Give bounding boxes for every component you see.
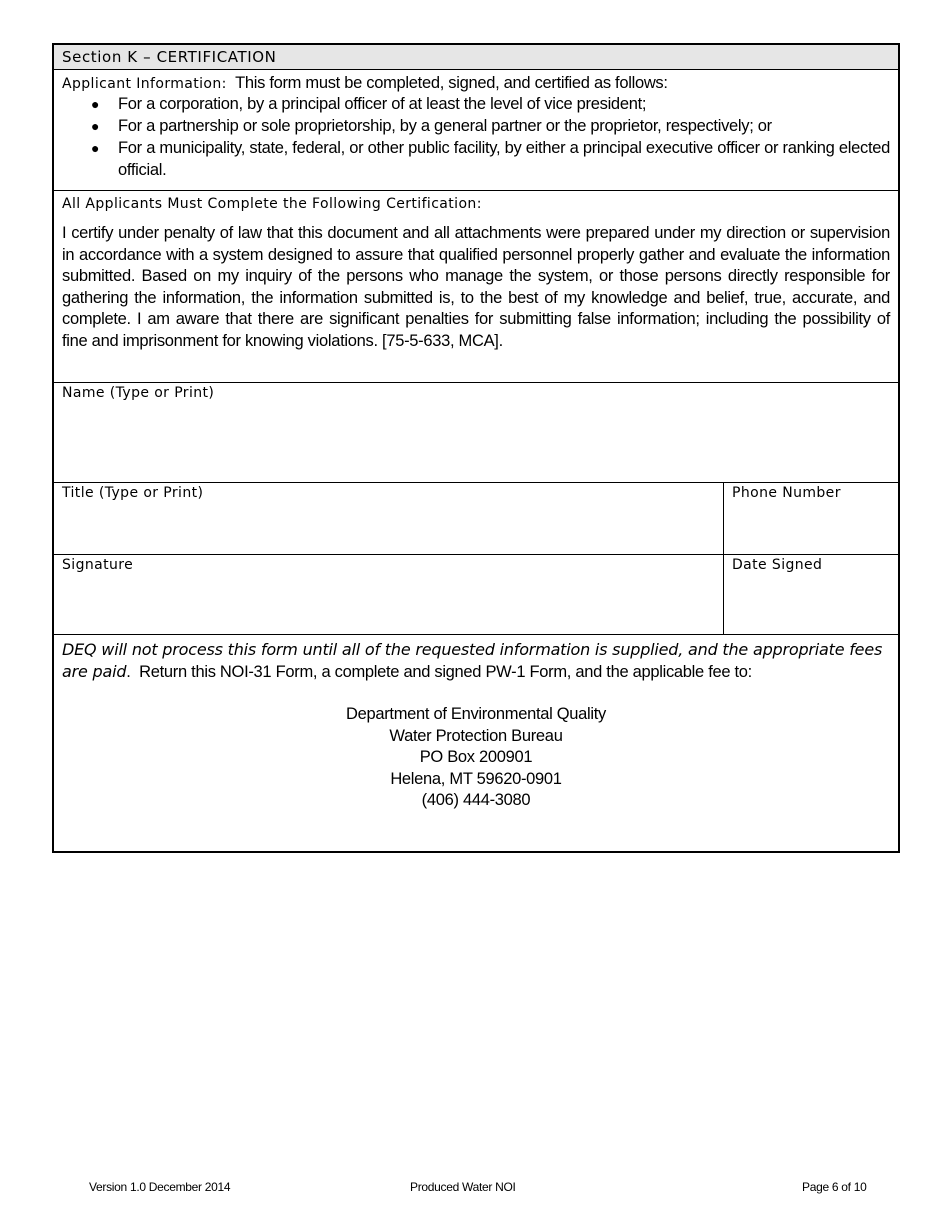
mailing-address bbox=[62, 704, 890, 812]
applicant-information-label: Applicant Information: bbox=[62, 76, 227, 92]
title-field[interactable] bbox=[54, 483, 724, 554]
processing-warning: DEQ will not process this form until all of the requested information is supplied, and the appropriate fees are paid bbox=[62, 640, 883, 681]
address-line: Helena, MT 59620-0901 bbox=[390, 769, 562, 788]
title-phone-row bbox=[54, 483, 898, 555]
address-line: Department of Environmental Quality bbox=[345, 705, 607, 723]
certification-form bbox=[52, 43, 900, 853]
list-item: ● For a corporation, by a principal officer of at least the level of vice president; bbox=[91, 95, 647, 113]
bullet-icon: ● bbox=[91, 118, 100, 134]
applicant-requirements-list bbox=[62, 93, 890, 181]
list-item: ● For a municipality, state, federal, or other public facility, by either a principal executive officer or ranking elected official. bbox=[91, 139, 890, 179]
title-field-label: Title (Type or Print) bbox=[62, 485, 204, 501]
address-line: Water Protection Bureau bbox=[389, 726, 563, 745]
footer-page-number: Page 6 of 10 bbox=[802, 1180, 867, 1194]
name-field-label: Name (Type or Print) bbox=[62, 385, 215, 401]
address-line: PO Box 200901 bbox=[419, 748, 533, 766]
name-field[interactable] bbox=[54, 383, 898, 483]
bullet-icon: ● bbox=[91, 140, 100, 156]
list-item: ● For a partnership or sole proprietorship, by a general partner or the proprietor, respectively; or bbox=[91, 117, 772, 135]
phone-number-field[interactable] bbox=[724, 483, 898, 554]
submission-notice-block bbox=[54, 635, 898, 851]
address-phone: (406) 444-3080 bbox=[421, 791, 531, 809]
phone-number-label: Phone Number bbox=[732, 485, 841, 501]
footer-document-title: Produced Water NOI bbox=[410, 1180, 516, 1194]
bullet-icon: ● bbox=[91, 96, 100, 112]
section-title: Section K – CERTIFICATION bbox=[62, 48, 277, 66]
signature-field[interactable] bbox=[54, 555, 724, 634]
applicant-information-intro: This form must be completed, signed, and certified as follows: bbox=[235, 74, 668, 92]
return-instructions: Return this NOI-31 Form, a complete and signed PW-1 Form, and the applicable fee to: bbox=[139, 663, 752, 681]
section-header bbox=[54, 45, 898, 70]
date-signed-field[interactable] bbox=[724, 555, 898, 634]
signature-field-label: Signature bbox=[62, 557, 134, 573]
submission-notice: DEQ will not process this form until all of the requested information is supplied, and the appropriate fees are paid. Return this NOI-31 Form, a complete and signed PW-1 Form, and the applicable fee to: bbox=[62, 640, 883, 681]
applicant-information-block bbox=[54, 70, 898, 191]
certification-label: All Applicants Must Complete the Following Certification: bbox=[62, 196, 482, 212]
certification-statement: I certify under penalty of law that this document and all attachments were prepared under my direction or supervision in accordance with a system designed to assure that qualified personnel properly gather and evaluate the information submitted. Based on my inquiry of the persons who manage the system, or those persons directly responsible for gathering the information, the information submitted is, to the best of my knowledge and belief, true, accurate, and complete. I am aware that there are significant penalties for submitting false information; including the possibility of fine and imprisonment for knowing violations. [75-5-633, MCA]. bbox=[62, 224, 890, 350]
certification-block bbox=[54, 191, 898, 383]
signature-date-row bbox=[54, 555, 898, 635]
footer-version: Version 1.0 December 2014 bbox=[89, 1180, 231, 1194]
date-signed-label: Date Signed bbox=[732, 557, 823, 573]
